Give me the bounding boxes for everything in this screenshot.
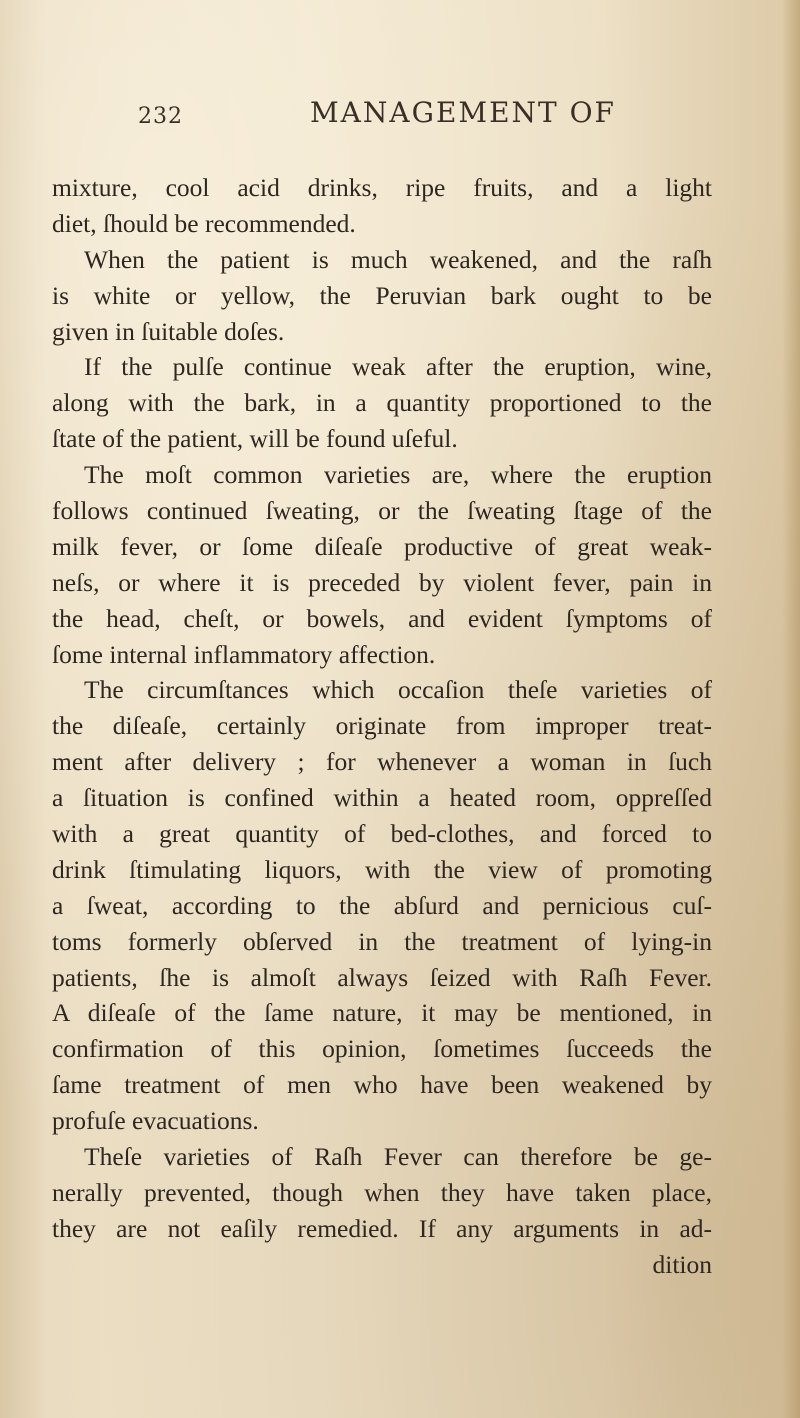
text-line: profuſe evacuations. — [52, 1106, 259, 1136]
text-line: they are not eaſily remedied. If any arguments in ad- — [52, 1213, 712, 1243]
text-line: a ſweat, according to the abſurd and pernicious cuſ- — [52, 890, 712, 920]
text-line: along with the bark, in a quantity proportioned to the — [52, 388, 712, 418]
paragraph-start-line: The moſt common varieties are, where the eruption — [84, 460, 712, 490]
text-line: confirmation of this opinion, ſometimes ſucceeds the — [52, 1034, 712, 1064]
text-line: drink ſtimulating liquors, with the view of promoting — [52, 854, 712, 884]
body-text — [52, 170, 712, 1283]
text-line: the diſeaſe, certainly originate from improper treat- — [52, 711, 712, 741]
text-line: neſs, or where it is preceded by violent fever, pain in — [52, 567, 712, 597]
page-number: 232 — [138, 104, 183, 129]
paragraph-start-line: If the pulſe continue weak after the eruption, wine, — [84, 352, 712, 382]
page-header — [138, 96, 638, 146]
catchword: dition — [652, 1249, 712, 1279]
paragraph-start-line: When the patient is much weakened, and the raſh — [84, 244, 712, 274]
text-line: toms formerly obſerved in the treatment of lying-in — [52, 926, 712, 956]
text-line: ſtate of the patient, will be found uſeful. — [52, 424, 458, 454]
text-line: A diſeaſe of the ſame nature, it may be mentioned, in — [52, 998, 712, 1028]
text-line: ment after delivery ; for whenever a woman in ſuch — [52, 747, 712, 777]
paragraph-start-line: The circumſtances which occaſion theſe varieties of — [84, 675, 712, 705]
text-line: milk fever, or ſome diſeaſe productive of great weak- — [52, 531, 712, 561]
text-line: patients, ſhe is almoſt always ſeized with Raſh Fever. — [52, 962, 712, 992]
text-line: mixture, cool acid drinks, ripe fruits, and a light — [52, 173, 712, 202]
text-line: diet, ſhould be recommended. — [52, 208, 356, 238]
text-line: is white or yellow, the Peruvian bark ought to be — [52, 280, 712, 310]
text-line: the head, cheſt, or bowels, and evident ſymptoms of — [52, 603, 712, 633]
text-line: with a great quantity of bed-clothes, and forced to — [52, 819, 712, 849]
text-line: ſome internal inflammatory affection. — [52, 639, 436, 669]
text-line: nerally prevented, though when they have taken place, — [52, 1177, 712, 1207]
paragraph-start-line: Theſe varieties of Raſh Fever can therefore be ge- — [84, 1142, 712, 1172]
running-head: MANAGEMENT OF — [310, 96, 616, 129]
text-line: a ſituation is confined within a heated room, oppreſſed — [52, 783, 712, 813]
page-edge-shadow — [782, 0, 800, 1418]
text-line: ſame treatment of men who have been weakened by — [52, 1070, 712, 1100]
text-line: follows continued ſweating, or the ſweating ſtage of the — [52, 496, 712, 526]
text-line: given in ſuitable doſes. — [52, 316, 285, 346]
